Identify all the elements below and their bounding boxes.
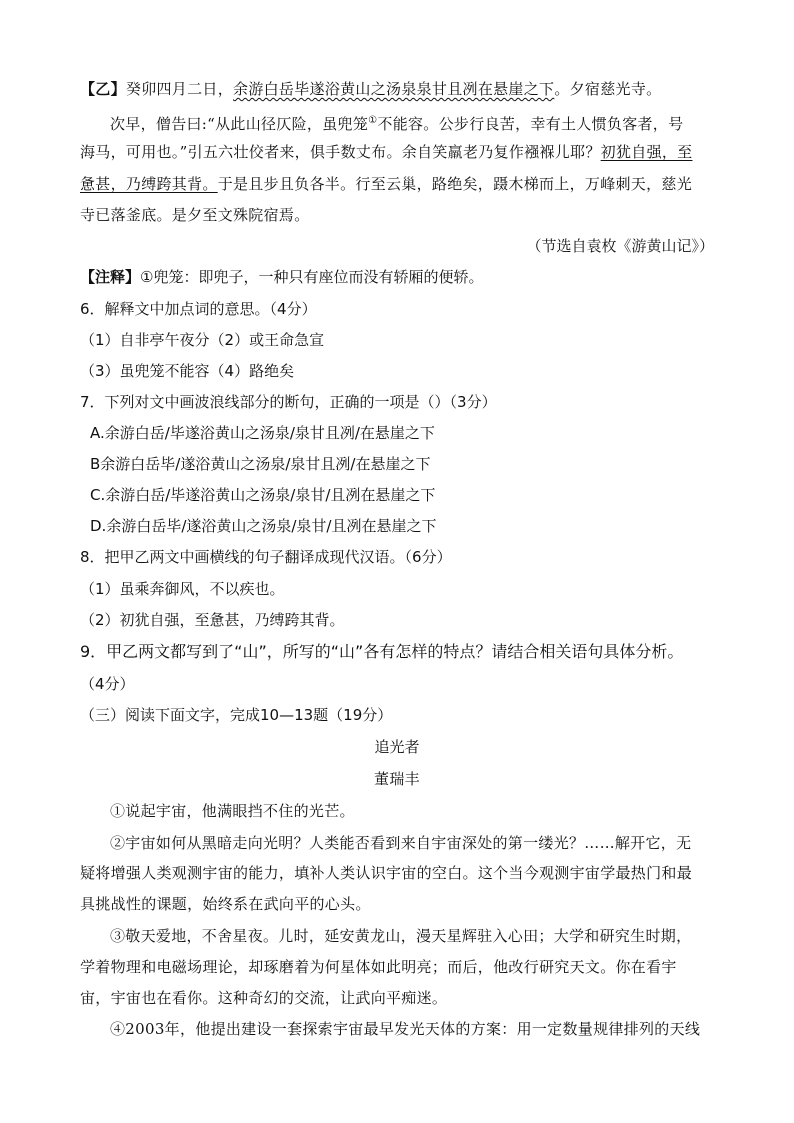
article-paragraph-1: ①说起宇宙，他满眼挡不住的光芒。 <box>110 802 355 820</box>
question-8-sentence-1: （1）虽乘奔御风，不以疾也。 <box>80 580 285 598</box>
article-paragraph-2-line-3: 具挑战性的课题，始终系在武向平的心头。 <box>80 895 371 913</box>
question-8-stem: 8．把甲乙两文中画横线的句子翻译成现代汉语。（6分） <box>80 548 452 566</box>
underlined-sentence-part-2: 惫甚，乃缚跨其背。 <box>80 175 218 193</box>
question-7-option-d: D.余游白岳毕/遂浴黄山之汤泉/泉甘/且冽在悬崖之下 <box>90 517 437 535</box>
annotation-label: 【注释】 <box>80 268 141 286</box>
question-6-item-2: （3）虽兜笼不能容（4）路绝矣 <box>80 362 295 380</box>
passage-yi-label: 【乙】 <box>80 80 126 98</box>
footnote-marker: ① <box>368 115 378 126</box>
article-paragraph-3-line-3: 宙，宇宙也在看你。这种奇幻的交流，让武向平痴迷。 <box>80 989 448 1007</box>
passage-yi-line-4: 惫甚，乃缚跨其背。于是且步且负各半。行至云巢，路绝矣，蹑木梯而上，万峰刺天，慈光 <box>80 175 693 193</box>
passage-yi-line-5: 寺已落釜底。是夕至文殊院宿焉。 <box>80 206 310 224</box>
article-paragraph-2-line-1: ②宇宙如何从黑暗走向光明？人类能否看到来自宇宙深处的第一缕光？……解开它，无 <box>110 834 692 852</box>
question-8-sentence-2: （2）初犹自强，至惫甚，乃缚跨其背。 <box>80 611 345 629</box>
article-paragraph-3-line-1: ③敬天爱地，不舍星夜。儿时，延安黄龙山，漫天星辉驻入心田；大学和研究生时期， <box>110 927 692 945</box>
passage-yi-line-1: 【乙】癸卯四月二日，余游白岳毕遂浴黄山之汤泉泉甘且冽在悬崖之下。夕宿慈光寺。 <box>80 80 662 98</box>
annotation: 【注释】①兜笼：即兜子，一种只有座位而没有轿厢的便轿。 <box>80 268 484 286</box>
passage-yi-line-3: 海马，可用也。”引五六壮佼者来，俱手数丈布。余自笑羸老乃复作襁褓儿耶？初犹自强，至 <box>80 143 693 161</box>
passage-source: （节选自袁枚《游黄山记》） <box>526 237 714 255</box>
passage-yi-line-2: 次早，僧告曰:“从此山径仄险，虽兜笼①不能容。公步行良苦，幸有土人惯负客者，号 <box>110 115 684 133</box>
wavy-underlined-sentence: 余游白岳毕遂浴黄山之汤泉泉甘且冽在悬崖之下 <box>233 80 555 98</box>
question-7-stem: 7．下列对文中画波浪线部分的断句，正确的一项是（）（3分） <box>80 393 497 411</box>
section-3-heading: （三）阅读下面文字，完成10—13题（19分） <box>80 706 393 724</box>
article-paragraph-2-line-2: 疑将增强人类观测宇宙的能力，填补人类认识宇宙的空白。这个当今观测宇宙学最热门和最 <box>80 864 693 882</box>
article-title: 追光者 <box>374 738 420 756</box>
question-9-stem: 9．甲乙两文都写到了“山”，所写的“山”各有怎样的特点？请结合相关语句具体分析。 <box>80 642 684 661</box>
question-7-option-c: C.余游白岳/毕遂浴黄山之汤泉/泉甘/且冽在悬崖之下 <box>90 486 436 504</box>
article-paragraph-3-line-2: 学着物理和电磁场理论，却琢磨着为何星体如此明亮；而后，他改行研究天文。你在看宇 <box>80 958 677 976</box>
question-7-option-a: A.余游白岳/毕遂浴黄山之汤泉/泉甘且冽/在悬崖之下 <box>90 424 435 442</box>
question-6-stem: 6．解释文中加点词的意思。（4分） <box>80 300 317 318</box>
article-paragraph-4-line-1: ④2003年，他提出建设一套探索宇宙最早发光天体的方案：用一定数量规律排列的天线 <box>110 1020 701 1038</box>
question-7-option-b: B余游白岳毕/遂浴黄山之汤泉/泉甘且冽/在悬崖之下 <box>90 455 431 473</box>
question-9-score: （4分） <box>80 675 135 693</box>
article-author: 董瑞丰 <box>374 770 420 788</box>
question-6-item-1: （1）自非亭午夜分（2）或王命急宣 <box>80 331 325 349</box>
underlined-sentence-part-1: 初犹自强，至 <box>600 143 693 161</box>
